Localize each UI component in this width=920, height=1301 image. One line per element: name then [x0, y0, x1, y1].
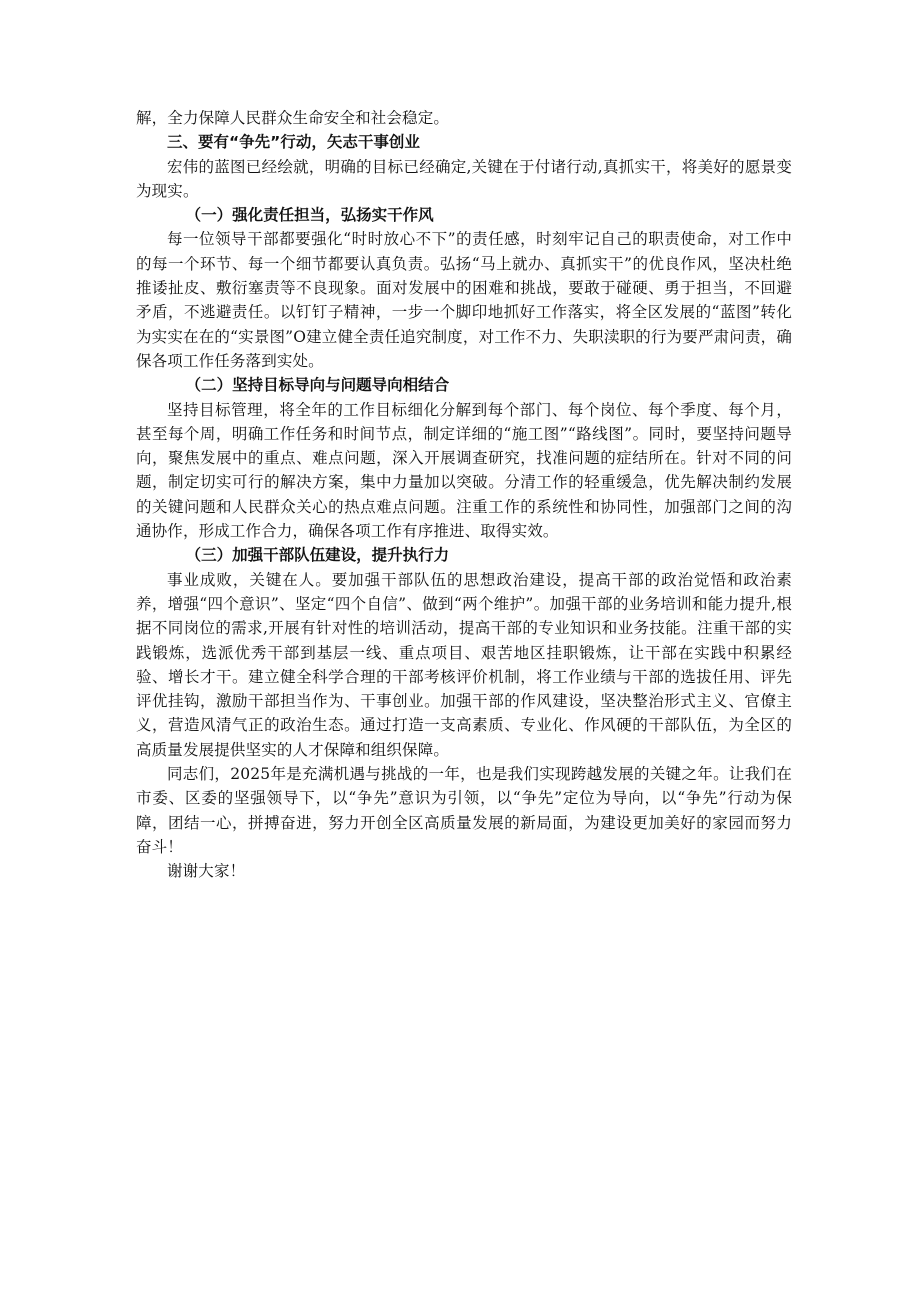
sub-heading-3: （三）加强干部队伍建设，提升执行力 [185, 546, 450, 565]
sub-heading-1: （一）强化责任担当，弘扬实干作风 [185, 206, 434, 225]
body-paragraph: 坚持目标管理，将全年的工作目标细化分解到每个部门、每个岗位、每个季度、每个月，甚至每个周，明确工作任务和时间节点，制定详细的“施工图”“路线图”。同时，要坚持问题导向，聚焦发展中的重点、难点问题，深入开展调查研究，找准问题的症结所在。针对不同的问题，制定切实可行的解决方案，集中力量加以突破。分清工作的轻重缓急，优先解决制约发展的关键问题和人民群众关心的热点难点问题。注重工作的系统性和协同性，加强部门之间的沟通协作，形成工作合力，确保各项工作有序推进、取得实效。 [136, 400, 792, 541]
body-paragraph: 宏伟的蓝图已经绘就，明确的目标已经确定,关键在于付诸行动,真抓实干，将美好的愿景变为现实。 [136, 157, 792, 200]
body-paragraph: 事业成败，关键在人。要加强干部队伍的思想政治建设，提高干部的政治觉悟和政治素养，增强“四个意识”、坚定“四个自信”、做到“两个维护”。加强干部的业务培训和能力提升,根据不同岗位的需求,开展有针对性的培训活动，提高干部的专业知识和业务技能。注重干部的实践锻炼，选派优秀干部到基层一线、重点项目、艰苦地区挂职锻炼，让干部在实践中积累经验、增长才干。建立健全科学合理的干部考核评价机制，将工作业绩与干部的选拔任用、评先评优挂钩，激励干部担当作为、干事创业。加强干部的作风建设，坚决整治形式主义、官僚主义，营造风清气正的政治生态。通过打造一支高素质、专业化、作风硬的干部队伍，为全区的高质量发展提供坚实的人才保障和组织保障。 [136, 570, 792, 759]
thanks-line: 谢谢大家！ [167, 862, 246, 881]
document-page [136, 106, 792, 884]
sub-heading-2: （二）坚持目标导向与问题导向相结合 [185, 376, 450, 395]
section-heading-3: 三、要有“争先”行动，矢志干事创业 [167, 133, 420, 152]
continuation-paragraph: 解，全力保障人民群众生命安全和社会稳定。 [136, 109, 450, 127]
body-paragraph: 每一位领导干部都要强化“时时放心不下”的责任感，时刻牢记自己的职责使命，对工作中的每一个环节、每一个细节都要认真负责。弘扬“马上就办、真抓实干”的优良作风，坚决杜绝推诿扯皮、敷衍塞责等不良现象。面对发展中的困难和挑战，要敢于碰硬、勇于担当，不回避矛盾，不逃避责任。以钉钉子精神，一步一个脚印地抓好工作落实，将全区发展的“蓝图”转化为实实在在的“实景图”O建立健全责任追究制度，对工作不力、失职渎职的行为要严肃问责，确保各项工作任务落到实处。 [136, 230, 792, 370]
closing-paragraph: 同志们，2025年是充满机遇与挑战的一年，也是我们实现跨越发展的关键之年。让我们在市委、区委的坚强领导下，以“争先”意识为引领，以“争先”定位为导向，以“争先”行动为保障，团结一心，拼搏奋进，努力开创全区高质量发展的新局面，为建设更加美好的家园而努力奋斗！ [136, 765, 792, 856]
